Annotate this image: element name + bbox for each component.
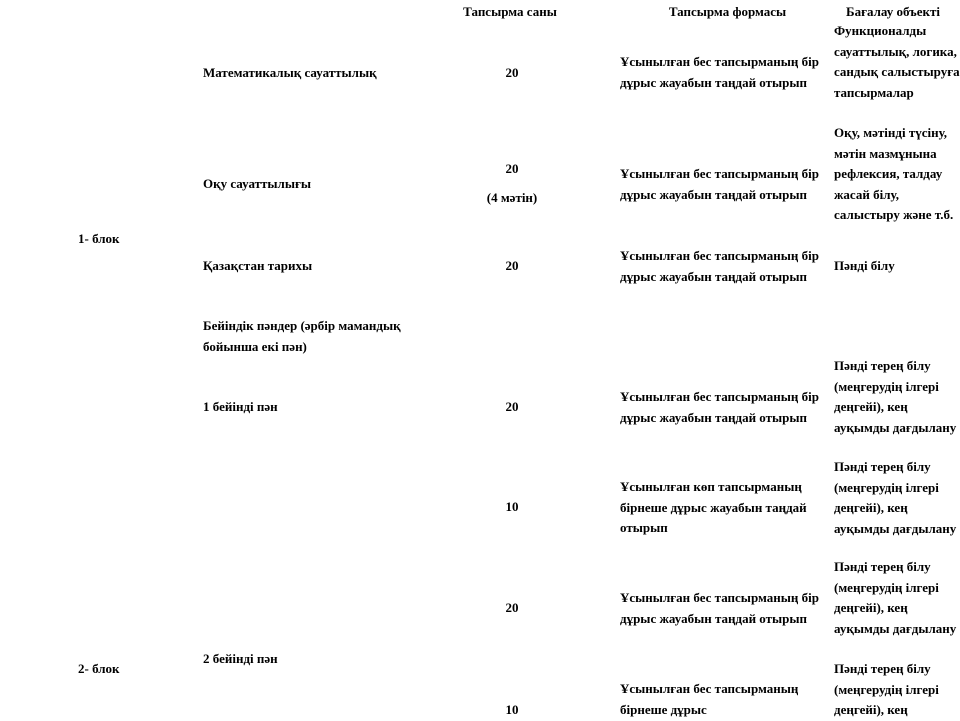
count-profile-2b: 10 [505,702,519,717]
count-profile-2a: 20 [505,600,519,615]
count-history: 20 [505,258,519,273]
form-profile-1a: Ұсынылған бес тапсырманың бір дұрыс жауабын таңдай отырып [620,389,819,425]
object-profile-1b: Пәнді терең білу (меңгерудің ілгері деңгейі), кең ауқымды дағдылану [834,459,957,536]
subject-reading: Оқу сауаттылығы [203,176,312,191]
subject-profile-1: 1 бейінді пән [203,399,278,414]
block-1-label: 1- блок [78,231,120,246]
form-reading: Ұсынылған бес тапсырманың бір дұрыс жауабын таңдай отырып [620,166,819,202]
header-assessment-object: Бағалау объекті [846,4,941,19]
count-profile-1b: 10 [505,499,519,514]
subject-profile-heading: Бейіндік пәндер (әрбір мамандық бойынша екі пән) [203,318,401,354]
object-history: Пәнді білу [834,258,895,273]
count-math: 20 [505,65,519,80]
object-reading: Оқу, мәтінді түсіну, мәтін мазмұнына рефлексия, талдау жасай білу, салыстыру және т.б. [834,125,954,222]
header-task-count: Тапсырма саны [463,4,557,19]
subject-profile-2: 2 бейінді пән [203,651,278,666]
object-profile-1a: Пәнді терең білу (меңгерудің ілгері деңгейі), кең ауқымды дағдылану [834,358,957,435]
header-task-form: Тапсырма формасы [668,4,787,19]
subject-math: Математикалық сауаттылық [203,65,377,80]
block-2-label: 2- блок [78,661,120,676]
form-history: Ұсынылған бес тапсырманың бір дұрыс жауабын таңдай отырып [620,248,819,284]
subject-history: Қазақстан тарихы [203,258,313,273]
form-math: Ұсынылған бес тапсырманың бір дұрыс жауабын таңдай отырып [620,54,819,90]
form-profile-1b: Ұсынылған көп тапсырманың бірнеше дұрыс жауабын таңдай отырып [620,479,807,535]
count-profile-1a: 20 [505,399,519,414]
count-note-reading: (4 мәтін) [486,190,538,205]
count-reading: 20 [505,161,519,176]
form-profile-2b: Ұсынылған бес тапсырманың бірнеше дұрыс [620,681,799,717]
form-profile-2a: Ұсынылған бес тапсырманың бір дұрыс жауабын таңдай отырып [620,590,819,626]
object-math: Функционалды сауаттылық, логика, сандық салыстыруға тапсырмалар [834,23,960,100]
object-profile-2b: Пәнді терең білу (меңгерудің ілгері деңгейі), кең [834,661,939,717]
object-profile-2a: Пәнді терең білу (меңгерудің ілгері деңгейі), кең ауқымды дағдылану [834,559,957,636]
